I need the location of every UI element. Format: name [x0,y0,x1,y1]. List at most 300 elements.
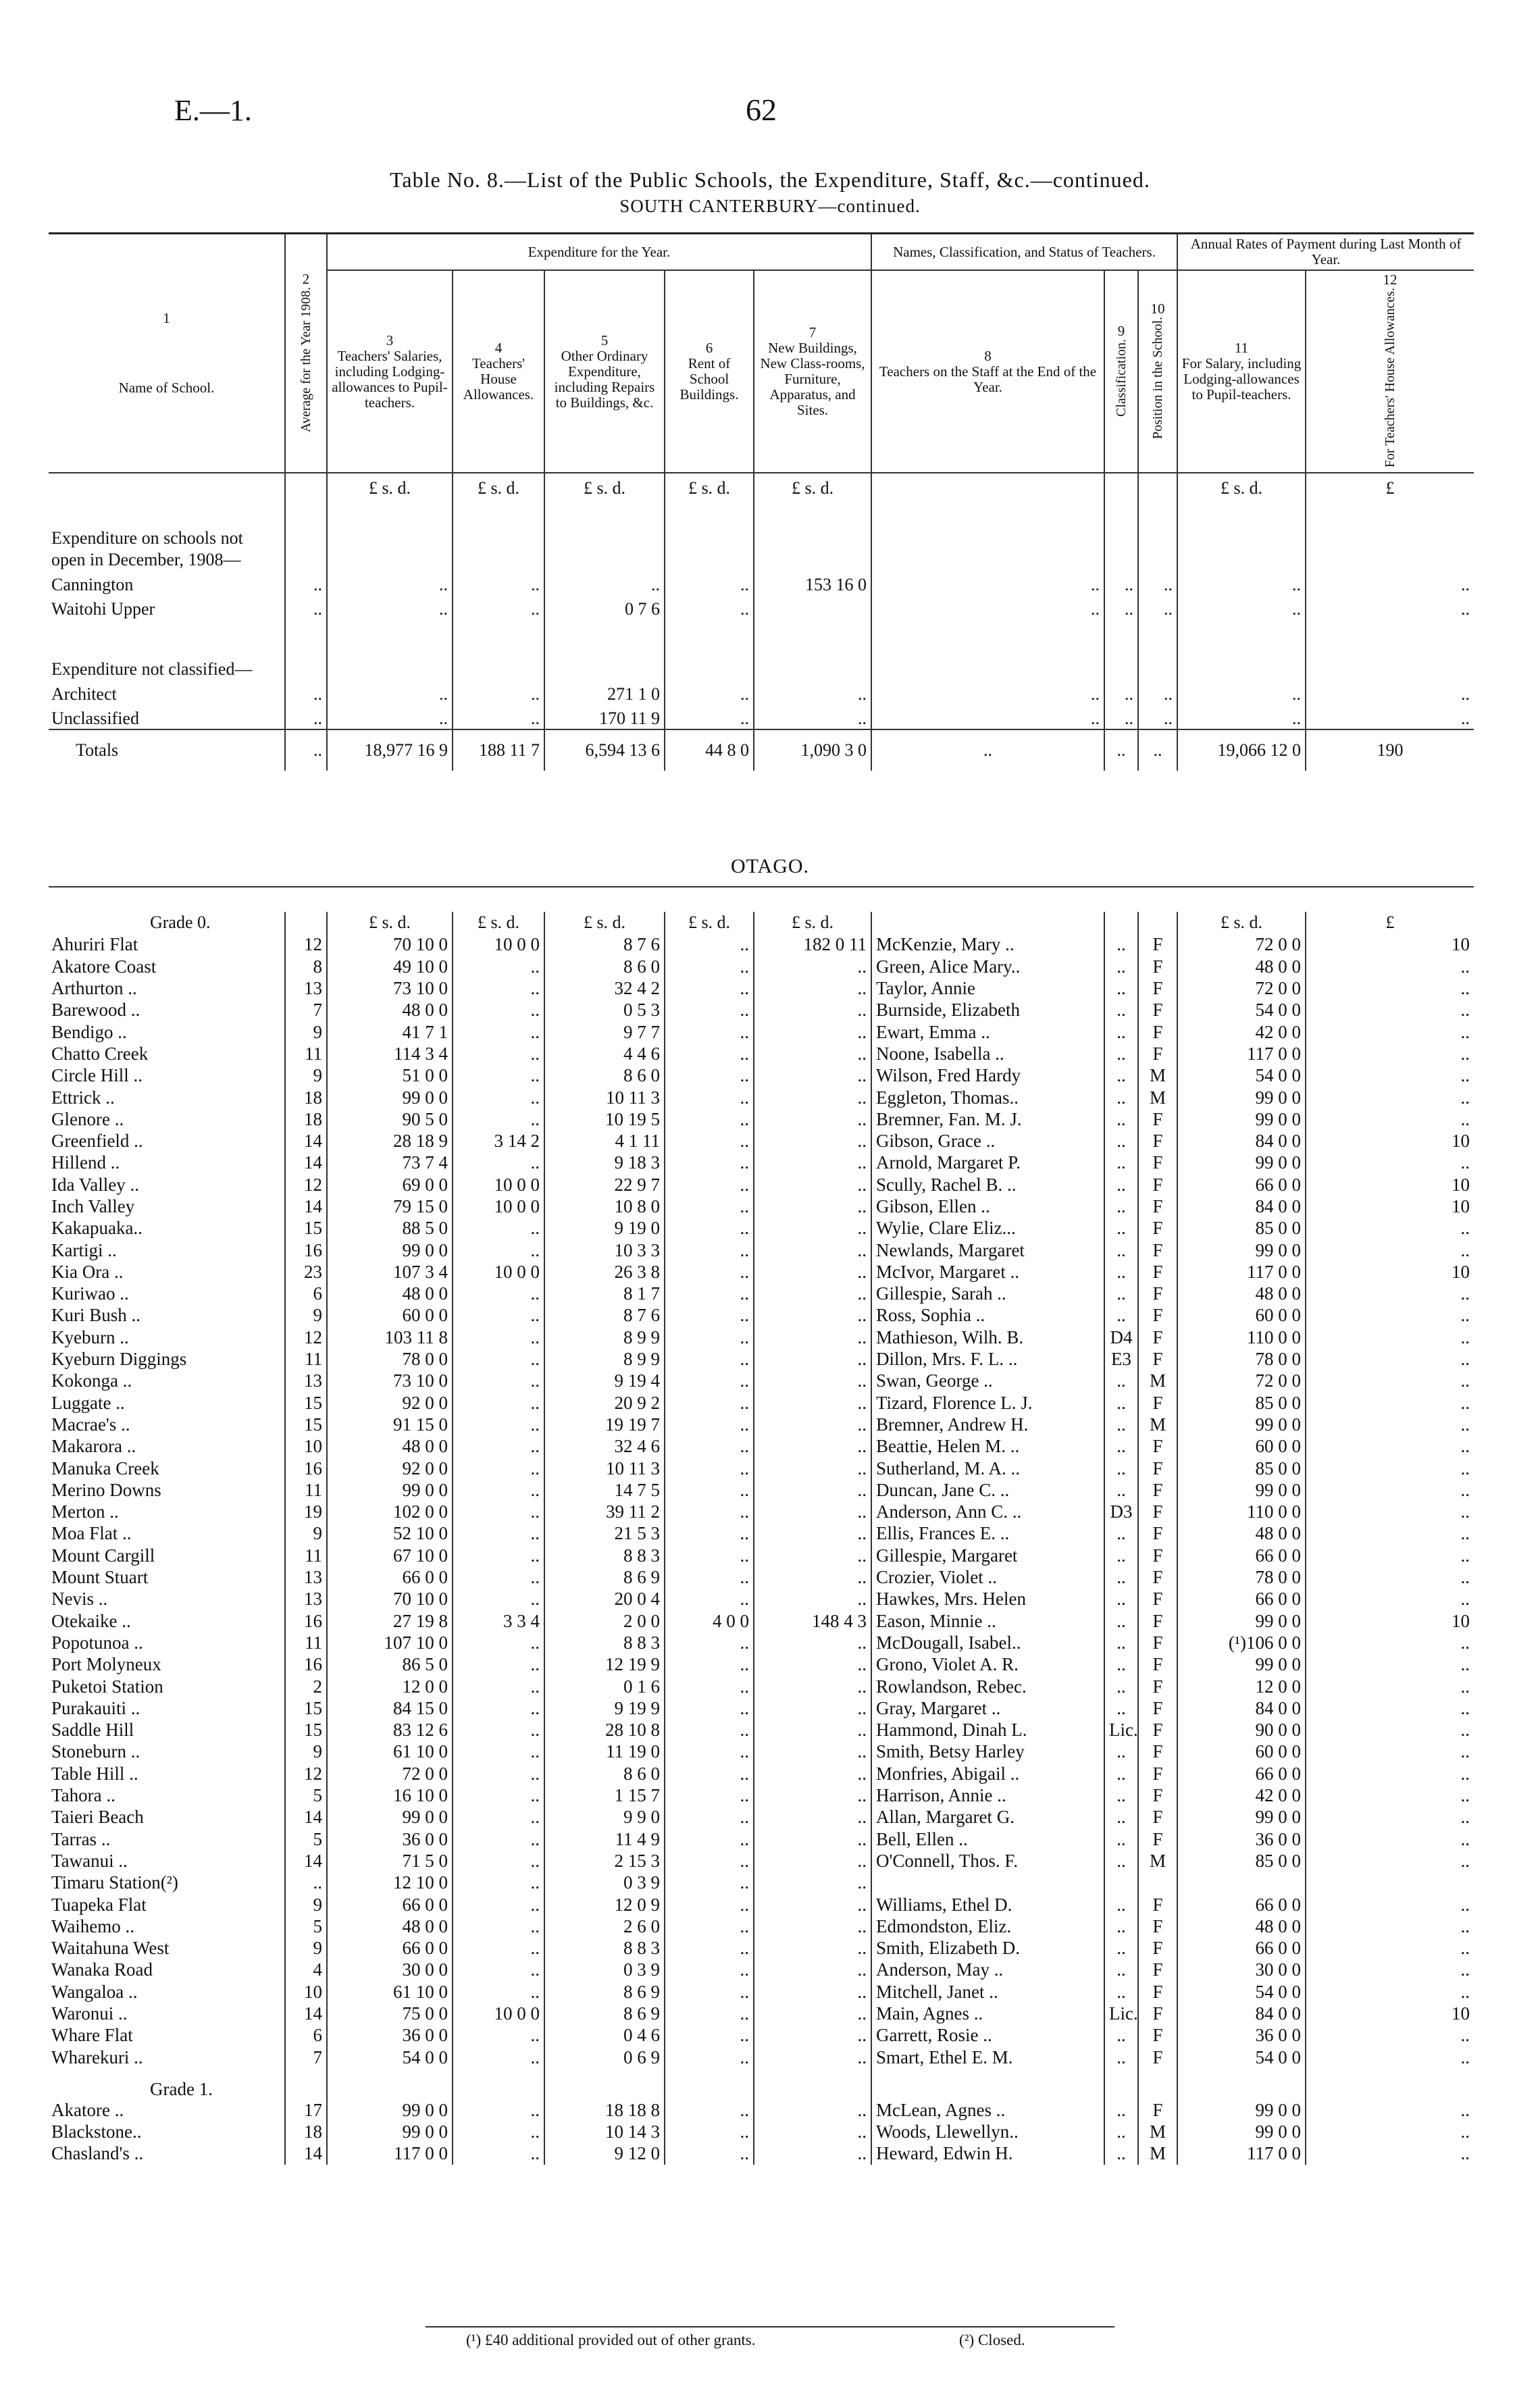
cell-salary: 30 0 0 [1177,1959,1306,1980]
cell-pos: F [1138,1741,1177,1762]
cell-teacher: Bremner, Andrew H. [871,1414,1104,1435]
cell-house: .. [1306,1414,1474,1435]
cell-c11: .. [1177,571,1306,595]
cell-avg: 17 [285,2099,327,2121]
cell-name: Manuka Creek [51,1458,159,1478]
cell-pos: F [1138,1893,1177,1915]
cell-pos: F [1138,1981,1177,2003]
cell-c6: .. [665,1304,754,1326]
cell-cls [1104,1872,1138,1893]
cell-house: .. [1306,1632,1474,1653]
cell-avg: 6 [285,2024,327,2046]
cell-teacher: Gillespie, Margaret [871,1545,1104,1566]
cell-c3: .. [327,571,453,595]
cell-salary: 78 0 0 [1177,1566,1306,1588]
cell-c6: .. [665,1828,754,1849]
cell-c11: .. [1177,680,1306,704]
cell-salary: 60 0 0 [1177,1304,1306,1326]
table-row [49,1370,1474,1391]
cell-name: Puketoi Station [51,1676,163,1697]
cell-pos: F [1138,2099,1177,2121]
col-header-classification: 9 Classification. [1104,270,1138,473]
cell-c7: .. [754,1566,871,1588]
cell-c3: 114 3 4 [327,1043,453,1064]
table-row [49,1763,1474,1784]
col-header-rates-group: Annual Rates of Payment during Last Month of Year. [1177,234,1474,271]
cell-name: Kyeburn Diggings [51,1349,187,1370]
cell-c5: 8 6 0 [544,956,665,977]
cell-name: Purakauiti .. [51,1697,140,1718]
cell-c6: .. [665,2142,754,2164]
table-row [49,1086,1474,1108]
cell-c6: .. [665,2003,754,2024]
cell-c10: .. [1138,571,1177,595]
cell-c6: .. [665,1217,754,1239]
cell-salary: 99 0 0 [1177,1108,1306,1130]
cell-c4: .. [453,1239,544,1260]
cell-c3: 66 0 0 [327,1566,453,1588]
cell-c5: 18 18 8 [544,2099,665,2121]
cell-cls: .. [1104,1021,1138,1042]
cell-c6: .. [665,1370,754,1391]
cell-cls: .. [1104,1414,1138,1435]
cell-c8: .. [871,571,1104,595]
cell-cls: .. [1104,1697,1138,1719]
cell-c6: .. [665,1043,754,1064]
cell-c4: .. [453,1348,544,1370]
cell-pos: F [1138,1435,1177,1457]
cell-c3: 60 0 0 [327,1304,453,1326]
cell-c3: 52 10 0 [327,1522,453,1544]
cell-cls: .. [1104,999,1138,1021]
cell-name: Barewood .. [51,1000,140,1021]
cell-cls: .. [1104,1435,1138,1457]
cell-pos: F [1138,1610,1177,1632]
cell-salary: 99 0 0 [1177,1610,1306,1632]
cell-name: Makarora .. [51,1436,136,1457]
cell-pos: F [1138,1348,1177,1370]
table-row [49,1981,1474,2003]
cell-c6: .. [665,1937,754,1959]
cell-salary: 48 0 0 [1177,1283,1306,1304]
cell-c3: 99 0 0 [327,1086,453,1108]
cell-c7: .. [754,1414,871,1435]
cell-avg: 9 [285,1893,327,1915]
cell-c5: 1 15 7 [544,1784,665,1806]
cell-cls: .. [1104,1392,1138,1414]
cell-c7: .. [754,999,871,1021]
table-row [49,1392,1474,1414]
cell-c6: .. [665,1414,754,1435]
cell-pos: F [1138,1152,1177,1173]
cell-c5: 11 4 9 [544,1828,665,1849]
cell-house: .. [1306,2046,1474,2067]
cell-salary: (¹)106 0 0 [1177,1632,1306,1653]
table-row [49,1479,1474,1501]
cell-c3: 48 0 0 [327,1435,453,1457]
cell-salary: 54 0 0 [1177,1981,1306,2003]
cell-avg: 7 [285,2046,327,2067]
cell-pos: F [1138,977,1177,999]
cell-c7: .. [754,680,871,704]
cell-c4: .. [453,1435,544,1457]
cell-c7: .. [754,1763,871,1784]
cell-c3: 79 15 0 [327,1195,453,1217]
cell-c6: .. [665,1763,754,1784]
cell-name: Mount Cargill [51,1545,155,1566]
cell-c2: .. [285,704,327,729]
cell-teacher: Ewart, Emma .. [871,1021,1104,1042]
cell-salary: 85 0 0 [1177,1392,1306,1414]
cell-name: Whare Flat [51,2025,133,2046]
cell-teacher: Ross, Sophia .. [871,1304,1104,1326]
cell-c3: 69 0 0 [327,1174,453,1195]
cell-c5: 9 7 7 [544,1021,665,1042]
cell-avg: 12 [285,933,327,955]
cell-c4: .. [453,1327,544,1348]
cell-c9: .. [1104,571,1138,595]
cell-c3: 92 0 0 [327,1457,453,1478]
cell-avg: 10 [285,1981,327,2003]
cell-avg: 9 [285,1741,327,1762]
cell-name: Moa Flat .. [51,1523,132,1544]
cell-house: .. [1306,1915,1474,1937]
cell-house: .. [1306,1697,1474,1719]
cell-teacher: Smart, Ethel E. M. [871,2046,1104,2067]
cell-c5: 39 11 2 [544,1501,665,1522]
cell-avg: 15 [285,1697,327,1719]
cell-c3: .. [327,704,453,729]
cell-c7: .. [754,1021,871,1042]
cell-teacher: Bremner, Fan. M. J. [871,1108,1104,1130]
cell-c3: 84 15 0 [327,1697,453,1719]
cell-name: Popotunoa .. [51,1632,143,1653]
cell-name: Kakapuaka.. [51,1218,143,1239]
cell-c7: .. [754,1043,871,1064]
cell-c7: .. [754,1653,871,1675]
table-row [49,1719,1474,1741]
cell-pos: F [1138,1130,1177,1152]
cell-c5: 8 8 3 [544,1545,665,1566]
cell-avg: 11 [285,1348,327,1370]
col-header-new-buildings: 7 New Buildings, New Class-rooms, Furniture, Apparatus, and Sites. [754,270,871,473]
cell-c6: .. [665,680,754,704]
col-header-average: 2 Average for the Year 1908. [285,234,327,473]
cell-c4: .. [453,680,544,704]
cell-c5: 8 1 7 [544,1283,665,1304]
cell-pos: F [1138,1283,1177,1304]
cell-salary [1177,1872,1306,1893]
cell-c7: .. [754,1959,871,1980]
cell-c7: .. [754,1370,871,1391]
cell-c5: 0 1 6 [544,1675,665,1697]
cell-c4: .. [453,1893,544,1915]
cell-c6: .. [665,1915,754,1937]
cell-c7: 182 0 11 [754,933,871,955]
cell-c6: .. [665,1064,754,1086]
cell-house: .. [1306,1675,1474,1697]
cell-name: Waitahuna West [51,1938,170,1959]
cell-pos: F [1138,1806,1177,1828]
cell-house: .. [1306,1152,1474,1173]
cell-salary: 66 0 0 [1177,1174,1306,1195]
cell-pos: F [1138,999,1177,1021]
cell-c5: 0 6 9 [544,2046,665,2067]
cell-teacher: Eggleton, Thomas.. [871,1086,1104,1108]
cell-salary: 84 0 0 [1177,2003,1306,2024]
cell-cls: .. [1104,1479,1138,1501]
cell-avg: 15 [285,1414,327,1435]
cell-pos: F [1138,1501,1177,1522]
table-row [49,1217,1474,1239]
cell-c7: .. [754,1457,871,1478]
cell-c6: .. [665,1719,754,1741]
cell-house: .. [1306,1043,1474,1064]
cell-c7: .. [754,1239,871,1260]
cell-c4: .. [453,2099,544,2121]
cell-avg: 14 [285,2003,327,2024]
cell-c5: 9 19 9 [544,1697,665,1719]
cell-name: Tuapeka Flat [51,1894,147,1915]
otago-units-row: Grade 0. £ s. d. £ s. d. £ s. d. £ s. d. £ s. d. £ s. d. £ [49,912,1474,933]
cell-cls: .. [1104,1195,1138,1217]
cell-c3: 73 7 4 [327,1152,453,1173]
cell-c7: .. [754,1697,871,1719]
cell-house: .. [1306,1392,1474,1414]
cell-teacher: Hawkes, Mrs. Helen [871,1588,1104,1610]
cell-c4: .. [453,1741,544,1762]
table-row [49,1239,1474,1260]
cell-house: .. [1306,1457,1474,1478]
table-row [49,956,1474,977]
table-row [49,1588,1474,1610]
cell-cls: .. [1104,1108,1138,1130]
cell-c7: .. [754,2003,871,2024]
cell-c7: .. [754,1064,871,1086]
cell-cls: .. [1104,1981,1138,2003]
cell-c7: 153 16 0 [754,571,871,595]
cell-pos: F [1138,1021,1177,1042]
cell-c5: 9 19 0 [544,1217,665,1239]
cell-c4: .. [453,1304,544,1326]
cell-c3: 117 0 0 [327,2142,453,2164]
cell-salary: 60 0 0 [1177,1741,1306,1762]
cell-c4: .. [453,1697,544,1719]
cell-c4: 10 0 0 [453,2003,544,2024]
cell-name: Ahuriri Flat [51,934,138,955]
cell-name: Timaru Station(²) [51,1872,178,1893]
table-row [49,1675,1474,1697]
table-row [49,1653,1474,1675]
cell-c6: .. [665,1392,754,1414]
cell-cls: .. [1104,1152,1138,1173]
cell-c4: .. [453,1806,544,1828]
cell-c6: .. [665,595,754,619]
cell-salary: 54 0 0 [1177,2046,1306,2067]
cell-avg: 13 [285,977,327,999]
cell-name: Ida Valley .. [51,1174,139,1195]
col-header-name: 1 Name of School. [49,234,285,473]
cell-pos: M [1138,2121,1177,2142]
footnote-2: (²) Closed. [959,2332,1025,2348]
cell-house: .. [1306,1304,1474,1326]
cell-c4: .. [453,1086,544,1108]
cell-salary: 99 0 0 [1177,1479,1306,1501]
cell-c9: .. [1104,680,1138,704]
col-header-salaries: 3 Teachers' Salaries, including Lodging-allowances to Pupil-teachers. [327,270,453,473]
cell-name: Kyeburn .. [51,1327,129,1347]
table-row [49,1697,1474,1719]
cell-pos: F [1138,1457,1177,1478]
cell-house: .. [1306,977,1474,999]
cell-c11: .. [1177,704,1306,729]
cell-salary: 60 0 0 [1177,1435,1306,1457]
cell-teacher: McKenzie, Mary .. [871,933,1104,955]
table-row [49,1304,1474,1326]
cell-c5: 14 7 5 [544,1479,665,1501]
cell-pos: F [1138,1937,1177,1959]
cell-avg: 10 [285,1435,327,1457]
totals-row: Totals .. 18,977 16 9 188 11 7 6,594 13 6 44 8 0 1,090 3 0 .. .. .. 19,066 12 0 190 [49,729,1474,771]
cell-c7: .. [754,1545,871,1566]
table-row [49,1174,1474,1195]
table-row [49,2003,1474,2024]
cell-c5: 10 19 5 [544,1108,665,1130]
cell-c5: 8 6 9 [544,1566,665,1588]
cell-avg: 16 [285,1610,327,1632]
cell-teacher: Bell, Ellen .. [871,1828,1104,1849]
cell-c7: .. [754,1784,871,1806]
cell-salary: 85 0 0 [1177,1217,1306,1239]
cell-house [1306,1872,1474,1893]
cell-c7: .. [754,1675,871,1697]
cell-avg: 18 [285,1086,327,1108]
table-row [49,1501,1474,1522]
cell-teacher: Arnold, Margaret P. [871,1152,1104,1173]
cell-c6: .. [665,1784,754,1806]
cell-name: Akatore .. [51,2099,124,2120]
cell-salary: 78 0 0 [1177,1348,1306,1370]
cell-name: Chasland's .. [51,2143,144,2164]
cell-c2: .. [285,680,327,704]
cell-avg: 15 [285,1217,327,1239]
cell-c5: 8 9 9 [544,1327,665,1348]
cell-c3: 86 5 0 [327,1653,453,1675]
cell-pos: F [1138,1915,1177,1937]
cell-pos: M [1138,2142,1177,2164]
cell-c7: .. [754,1501,871,1522]
cell-c4: .. [453,1850,544,1872]
cell-c6: .. [665,977,754,999]
cell-c6: .. [665,1152,754,1173]
cell-c6: .. [665,1021,754,1042]
cell-teacher: Swan, George .. [871,1370,1104,1391]
cell-name: Bendigo .. [51,1021,127,1042]
cell-house: 10 [1306,1610,1474,1632]
cell-c6: .. [665,1108,754,1130]
cell-c6: .. [665,1174,754,1195]
cell-c10: .. [1138,595,1177,619]
table-row [49,1261,1474,1283]
table-row [49,1435,1474,1457]
cell-name: Mount Stuart [51,1567,149,1588]
cell-c4: .. [453,2046,544,2067]
cell-c3: 66 0 0 [327,1893,453,1915]
cell-c3: 73 10 0 [327,977,453,999]
cell-name: Wharekuri .. [51,2047,143,2067]
group-label-row: Expenditure on schools not open in December, 1908— [49,503,1474,571]
cell-c5: 8 8 3 [544,1632,665,1653]
cell-cls: .. [1104,1850,1138,1872]
cell-c5: 0 4 6 [544,2024,665,2046]
cell-c6: .. [665,1283,754,1304]
cell-pos: F [1138,1566,1177,1588]
cell-cls: .. [1104,1064,1138,1086]
cell-salary: 99 0 0 [1177,2121,1306,2142]
cell-c7: .. [754,1152,871,1173]
cell-avg: 9 [285,1304,327,1326]
cell-avg: 14 [285,1806,327,1828]
cell-c3: 48 0 0 [327,1915,453,1937]
cell-pos: F [1138,1261,1177,1283]
cell-cls: .. [1104,1217,1138,1239]
cell-c6: .. [665,999,754,1021]
cell-c7: .. [754,1195,871,1217]
group-label-row: Expenditure not classified— [49,619,1474,680]
cell-name: Waitohi Upper [51,599,155,619]
cell-c11: .. [1177,595,1306,619]
cell-cls: .. [1104,956,1138,977]
table-row [49,933,1474,955]
cell-name: Ettrick .. [51,1087,115,1108]
cell-house: .. [1306,1479,1474,1501]
cell-c3: 70 10 0 [327,933,453,955]
cell-c7: .. [754,1130,871,1152]
cell-c3: 49 10 0 [327,956,453,977]
cell-c7: .. [754,1327,871,1348]
cell-name: Merton .. [51,1501,119,1522]
cell-c3: .. [327,680,453,704]
cell-name: Chatto Creek [51,1043,149,1064]
cell-avg: 5 [285,1915,327,1937]
cell-avg: 11 [285,1545,327,1566]
cell-avg: 13 [285,1588,327,1610]
cell-cls: .. [1104,1675,1138,1697]
table-subcaption: SOUTH CANTERBURY—continued. [619,196,921,216]
cell-c4: .. [453,595,544,619]
cell-c4: .. [453,1588,544,1610]
table-row [49,1457,1474,1478]
cell-name: Waronui .. [51,2003,128,2024]
cell-salary: 85 0 0 [1177,1850,1306,1872]
cell-cls: .. [1104,1610,1138,1632]
otago-top-rule [49,886,1474,887]
cell-c6: .. [665,704,754,729]
cell-c7: .. [754,1872,871,1893]
cell-salary: 36 0 0 [1177,2024,1306,2046]
cell-cls: .. [1104,1741,1138,1762]
cell-c3: 99 0 0 [327,1239,453,1260]
cell-teacher: Gibson, Grace .. [871,1130,1104,1152]
table-row [49,2142,1474,2164]
cell-c7: .. [754,1741,871,1762]
cell-c5: 8 6 9 [544,2003,665,2024]
cell-teacher: Grono, Violet A. R. [871,1653,1104,1675]
cell-house: .. [1306,1806,1474,1828]
cell-pos: F [1138,1828,1177,1849]
cell-c3: 70 10 0 [327,1588,453,1610]
table-row [49,704,1474,729]
